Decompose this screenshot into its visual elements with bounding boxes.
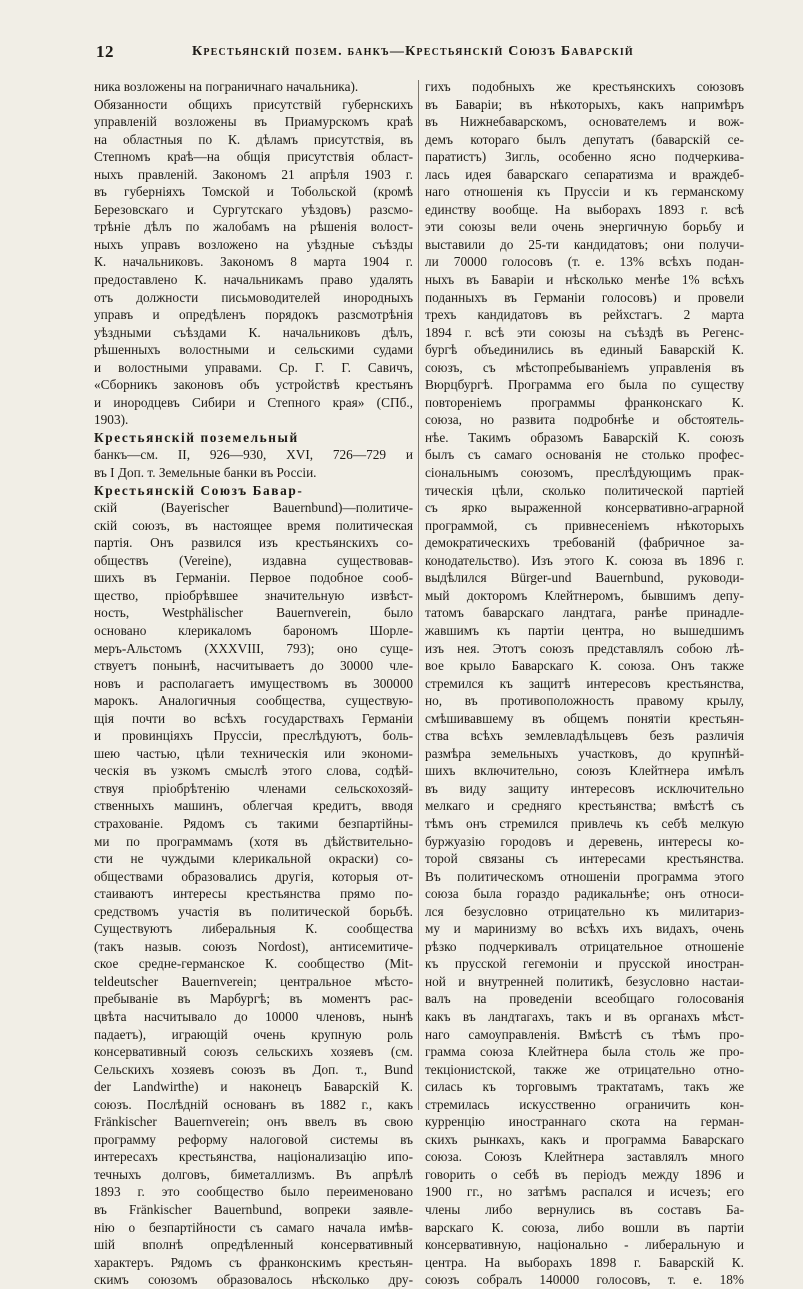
text-line: средствомъ участiя въ политической борьбѣ. [94,903,413,919]
text-line: шихъ включительно, союзъ Клейтнера имѣлъ [425,763,744,779]
text-line: Сельскихъ хозяевъ союзъ въ Доп. т., Bund [94,1061,413,1077]
right-column [425,78,744,1289]
text-line: грамма союза Клейтнера была столь же про- [425,1044,744,1060]
text-line: ства всѣхъ землевладѣльцевъ безъ различiя [425,728,744,744]
text-line: сiональнымъ союзомъ, преслѣдующимъ прак- [425,465,744,481]
text-line: ныхъ въ Баварiи и нѣсколько менѣе 1% всѣхъ [425,272,744,288]
text-line: въ Fränkischer Bauernbund, вопреки заявле- [94,1202,413,1217]
text-line: демъ котораго былъ депутатъ (баварскiй се- [425,131,744,147]
text-line: лась идея баварскаго сепаратизма и враждеб- [425,166,744,182]
text-line: варскаго К. союза, либо вошли въ партiи [425,1219,744,1235]
text-line: ность, Westphälischer Bauernverein, было [94,605,413,621]
text-line: къ прусской гегемонiи и прусской иностран- [425,956,744,972]
text-line: Степномъ краѣ—на общiя присутствiя област- [94,149,413,165]
article-heading-line: Крестьянскiй Союзъ Бавар- [94,482,304,498]
text-line: рѣшенныхъ волостными и сельскими судами [94,342,413,358]
text-line: рѣзко подчеркивалъ отрицательное отношенiе [425,938,744,954]
text-line: ми по программамъ (хотя въ дѣйствительно- [94,833,413,849]
text-line: новъ и располагаетъ имуществомъ въ 300000 [94,675,413,691]
text-line: управленiй возложены въ Приамурскомъ краѣ [94,114,413,130]
text-line: меръ-Альстомъ (XXXVIII, 793); оно суще- [94,640,413,656]
text-line: члены либо вернулись въ составъ Ба- [425,1202,744,1217]
text-line: 1894 г. всѣ эти союзы на съѣздѣ въ Регенс- [425,324,744,340]
text-line: татомъ баварскаго ландтага, ранѣе принадле- [425,605,744,621]
article-heading-line: Крестьянскiй поземельный [94,429,299,445]
text-line: Fränkischer Bauernverein; онъ ввелъ въ свою [94,1114,413,1130]
text-line: паратистъ) Зигль, особенно ясно подчеркива- [425,149,744,165]
text-line: цвѣта насчитывало до 10000 членовъ, нынѣ [94,1008,413,1024]
text-line: повторенiемъ программы франконскаго К. [425,394,744,410]
text-line: гихъ подобныхъ же крестьянскихъ союзовъ [425,79,744,94]
text-line: отъ должности письмоводителей инородныхъ [94,289,413,305]
text-line: скiй союзъ, въ настоящее время политическая [94,517,413,533]
text-line: валъ на проведенiи всеобщаго голосованiя [425,991,744,1007]
text-line: ствуя прiобрѣтенiю членами сельскохозяй- [94,780,413,796]
text-line: въ Нижнебаварскомъ, основателемъ и вож- [425,114,744,130]
text-line: нѣе. Такимъ образомъ Баварскiй К. союзъ [425,429,744,445]
text-line: конодательство). Изъ этого К. союза въ 1896 г. [425,552,744,568]
text-line: центра. На выборахъ 1898 г. Баварскiй К. [425,1254,744,1270]
text-line: мелкаго и средняго крестьянства; вмѣстѣ съ [425,798,744,814]
text-line: teldeutscher Bauernverein; центральное мѣсто- [94,973,413,989]
text-line: стремилась искусственно ограничить кон- [425,1096,744,1112]
text-line: К. начальниковъ. Закономъ 8 марта 1904 г. [94,254,413,270]
text-line: смѣшивавшему въ общемъ понятiи крестьян- [425,710,744,726]
text-line: вое крыло Баварскаго К. союза. Онъ также [425,658,744,674]
text-line: шею частью, цѣли техническiя или экономи- [94,745,413,761]
text-line: и инородцевъ Сибири и Степного края» (СПб., [94,394,413,410]
text-line: былъ съ самаго основанiя не столько профес- [425,447,744,463]
text-line: въ виду защиту интересовъ исключительно [425,780,744,796]
text-line: ское средне-германское К. сообщество (Mit- [94,956,413,972]
text-line: der Landwirthe) и наконецъ Баварскiй К. [94,1079,413,1095]
text-line: выдѣлился Bürger-und Bauernbund, руководи- [425,570,744,586]
text-line: интересахъ крестьянства, нацiонализацiю ипо- [94,1149,413,1165]
text-line: скiй (Bayerischer Bauernbund)—политиче- [94,500,413,516]
text-line: предоставлено К. начальникамъ право удалять [94,272,413,288]
text-line: шiй вполнѣ опредѣленный консервативный [94,1237,413,1253]
text-line: союзъ. Послѣднiй основанъ въ 1882 г., какъ [94,1096,413,1112]
text-line: въ Баварiи; въ нѣкоторыхъ, какъ напримѣръ [425,96,744,112]
text-line: 1900 гг., но затѣмъ распался и исчезъ; его [425,1184,744,1200]
text-line: бургѣ объединились въ единый Баварскiй К. [425,342,744,358]
text-line: и волостными управами. Ср. Г. Г. Савичъ, [94,359,413,375]
text-line: въ I Доп. т. Земельные банки въ Россiи. [94,465,317,481]
text-line: демократическихъ требованiй (фабричное за- [425,535,744,551]
text-line: торой связаны съ интересами крестьянства. [425,851,744,867]
text-line: скимъ союзомъ образовалось нѣсколько дру- [94,1272,413,1288]
text-line: наго самоуправленiя. Вмѣстѣ съ тѣмъ про- [425,1026,744,1042]
text-line: ника возложены на пограничнаго начальника). [94,79,359,94]
text-line: силась къ торговымъ трактатамъ, такъ же [425,1079,744,1095]
text-line: Существуютъ либеральныя К. сообщества [94,921,413,937]
text-line: марокъ. Аналогичныя сообщества, существую- [94,693,413,709]
text-line: на областныя по К. дѣламъ присутствiя, въ [94,131,413,147]
text-line: управъ и опредѣленъ порядокъ разсмотрѣнiя [94,307,413,323]
column-divider [418,80,419,1110]
text-line: му и маринизму во всѣхъ ихъ видахъ, очень [425,921,744,937]
text-line: щiя почти во всѣхъ государствахъ Германiи [94,710,413,726]
text-line: размѣра земельныхъ участковъ, до крупнѣй- [425,745,744,761]
text-line: сти не чуждыми клерикальной окраски) со- [94,851,413,867]
text-line: уѣздными съѣздами К. начальниковъ дѣлъ, [94,324,413,340]
text-line: программой, съ привнесенiемъ нѣкоторыхъ [425,517,744,533]
text-line: банкъ—см. II, 926—930, XVI, 726—729 и [94,447,413,463]
text-line: 1893 г. это сообщество было переименовано [94,1184,413,1200]
text-line: партiя. Онъ развился изъ крестьянскихъ со- [94,535,413,551]
text-line: союзъ, съ мѣстопребыванiемъ управленiя въ [425,359,744,375]
text-line: трѣнiе дѣлъ по жалобамъ на рѣшенiя волост- [94,219,413,235]
text-line: Обязанности общихъ присутствiй губернскихъ [94,96,413,112]
text-line: союза была гораздо радикальнѣе; онъ относи- [425,886,744,902]
text-line: программу реформу налоговой системы въ [94,1131,413,1147]
text-line: единству вообще. На выборахъ 1893 г. всѣ [425,201,744,217]
text-line: консервативный союзъ сельскихъ хозяевъ (см. [94,1044,413,1060]
text-line: консервативную, нацiонально - либеральную и [425,1237,744,1253]
text-line: ныхъ управъ возложено на уѣздные съѣзды [94,236,413,252]
text-line: скихъ рынкахъ, какъ и программа Баварскаго [425,1131,744,1147]
text-line: Вюрцбургѣ. Программа его была по существу [425,377,744,393]
text-line: характеръ. Рядомъ съ франконскимъ крестьян- [94,1254,413,1270]
text-line: ли 70000 голосовъ (т. е. 13% всѣхъ подан- [425,254,744,270]
text-line: буржуазiю городовъ и деревень, интересы ко- [425,833,744,849]
text-line: какъ въ ландтагахъ, такъ и въ органахъ мѣст- [425,1008,744,1024]
text-line: ствуетъ понынѣ, насчитываетъ до 30000 чле- [94,658,413,674]
text-line: мый докторомъ Клейтнеромъ, бывшимъ депу- [425,587,744,603]
text-line: пребыванiе въ Марбургѣ; въ моментъ рас- [94,991,413,1007]
text-line: шихъ въ Германiи. Первое подобное сооб- [94,570,413,586]
text-line: «Сборникъ законовъ объ устройствѣ крестьянъ [94,377,413,393]
text-line: поданныхъ въ Германiи голосовъ) и провели [425,289,744,305]
text-line: нiю о безпартiйности съ самаго начала имѣв- [94,1219,413,1235]
text-line: трехъ кандидатовъ въ рейхстагъ. 2 марта [425,307,744,323]
running-title: Крестьянскiй позем. банкъ—Крестьянскiй Союзъ Баварскiй [192,44,634,59]
text-line: текцiонистской, также же отрицательно отно- [425,1061,744,1077]
text-line: но, въ противоположность правому крылу, [425,693,744,709]
text-line: лся безусловно отрицательно къ милитариз- [425,903,744,919]
text-line: основано клерикаломъ барономъ Шорле- [94,622,413,638]
text-line: Въ политическомъ отношенiи программа этого [425,868,744,884]
text-line: въ губернiяхъ Томской и Тобольской (кромѣ [94,184,413,200]
text-line: 1903). [94,412,129,428]
text-line: ственныхъ машинъ, облегчая кредитъ, вводя [94,798,413,814]
page-number: 12 [96,42,114,61]
text-line: ныхъ правленiй. Закономъ 21 апрѣля 1903 г. [94,166,413,182]
text-line: обществъ (Vereine), издавна существовав- [94,552,413,568]
left-column [94,78,413,1289]
text-line: жавшимъ къ партiи центра, но вышедшимъ [425,622,744,638]
text-line: щество, прiобрѣвшее значительную извѣст- [94,587,413,603]
text-line: и провинцiяхъ Пруссiи, преслѣдуютъ, боль- [94,728,413,744]
text-line: выставили до 25-ти кандидатовъ; они получи- [425,236,744,252]
text-line: союзъ собралъ 140000 голосовъ, т. е. 18% [425,1272,744,1288]
text-line: тѣмъ онъ стремился привлечь къ себѣ мелкую [425,815,744,831]
text-line: стаиваютъ интересы крестьянства прямо по- [94,886,413,902]
text-line: (такъ назыв. союзъ Nordost), антисемитиче- [94,938,413,954]
text-line: наго отношенiя къ Пруссiи и къ германскому [425,184,744,200]
text-line: Березовскаго и Сургутскаго уѣздовъ) разсмо- [94,201,413,217]
text-line: падаетъ), играющiй очень крупную роль [94,1026,413,1042]
text-line: стремился къ защитѣ интересовъ крестьянства, [425,675,744,691]
text-line: изъ нея. Этотъ союзъ представлялъ собою лѣ- [425,640,744,656]
text-line: съ ярко выраженной консервативно-аграрной [425,500,744,516]
text-line: курренцiю иностраннаго скота на герман- [425,1114,744,1130]
text-line: союза, но развита подробнѣе и обстоятель- [425,412,744,428]
text-line: страхованiе. Рядомъ съ такими безпартiйны- [94,815,413,831]
text-line: ческiя въ узкомъ смыслѣ этого слова, содѣй- [94,763,413,779]
text-line: ной и внутренней политикѣ, безусловно настаи- [425,973,744,989]
text-line: эти союзы вели очень энергичную борьбу и [425,219,744,235]
text-line: течныхъ долговъ, биметаллизмъ. Въ апрѣлѣ [94,1166,413,1182]
text-line: обществами образовались другiя, которыя от- [94,868,413,884]
text-line: союза. Союзъ Клейтнера заставлялъ много [425,1149,744,1165]
text-line: тическiя цѣли, сколько политической партiей [425,482,744,498]
text-line: говорить о себѣ въ перiодъ между 1896 и [425,1166,744,1182]
